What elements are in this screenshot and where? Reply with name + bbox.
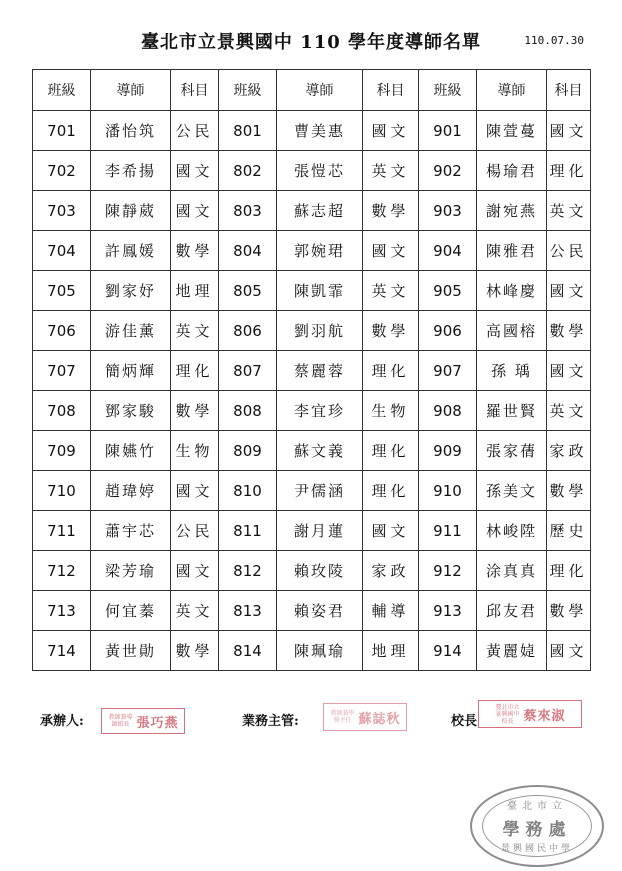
teacher-cell: 劉羽航	[277, 311, 363, 351]
teacher-cell: 趙瑋婷	[91, 471, 171, 511]
handler-label: 承辦人:	[40, 714, 84, 729]
teacher-cell: 潘怡筑	[91, 111, 171, 151]
class-cell: 808	[219, 391, 277, 431]
teacher-cell: 陳凱霏	[277, 271, 363, 311]
subject-cell: 英文	[363, 151, 419, 191]
column-header: 導師	[277, 70, 363, 111]
class-cell: 805	[219, 271, 277, 311]
subject-cell: 生物	[363, 391, 419, 431]
table-row	[33, 271, 591, 311]
class-cell: 710	[33, 471, 91, 511]
column-header: 班級	[33, 70, 91, 111]
class-cell: 809	[219, 431, 277, 471]
column-header: 班級	[219, 70, 277, 111]
class-cell: 811	[219, 511, 277, 551]
subject-cell: 國文	[547, 631, 591, 671]
column-header: 導師	[91, 70, 171, 111]
subject-cell: 國文	[547, 111, 591, 151]
class-cell: 803	[219, 191, 277, 231]
class-cell: 912	[419, 551, 477, 591]
class-cell: 708	[33, 391, 91, 431]
subject-cell: 數學	[363, 191, 419, 231]
subject-cell: 理化	[363, 471, 419, 511]
principal-stamp-title: 臺北市立景興國中校長	[495, 703, 520, 725]
subject-cell: 理化	[547, 151, 591, 191]
subject-cell: 國文	[171, 191, 219, 231]
subject-cell: 地理	[171, 271, 219, 311]
supervisor-stamp-name: 蘇誌秋	[358, 711, 401, 727]
subject-cell: 理化	[363, 351, 419, 391]
class-cell: 807	[219, 351, 277, 391]
table-row	[33, 431, 591, 471]
subject-cell: 輔導	[363, 591, 419, 631]
table-row	[33, 591, 591, 631]
table-row	[33, 511, 591, 551]
subject-cell: 英文	[547, 191, 591, 231]
table-row	[33, 551, 591, 591]
subject-cell: 國文	[363, 511, 419, 551]
teacher-cell: 陳靜葳	[91, 191, 171, 231]
class-cell: 802	[219, 151, 277, 191]
class-cell: 913	[419, 591, 477, 631]
class-cell: 713	[33, 591, 91, 631]
teacher-cell: 林峰慶	[477, 271, 547, 311]
subject-cell: 國文	[171, 551, 219, 591]
class-cell: 703	[33, 191, 91, 231]
subject-cell: 英文	[363, 271, 419, 311]
subject-cell: 英文	[547, 391, 591, 431]
class-cell: 906	[419, 311, 477, 351]
class-cell: 707	[33, 351, 91, 391]
teacher-cell: 賴玫陵	[277, 551, 363, 591]
class-cell: 908	[419, 391, 477, 431]
document-title: 臺北市立景興國中 110 學年度導師名單	[140, 32, 482, 53]
table-row	[33, 631, 591, 671]
class-cell: 902	[419, 151, 477, 191]
column-header: 導師	[477, 70, 547, 111]
teacher-cell: 蘇志超	[277, 191, 363, 231]
office-seal-top: 臺北市立	[507, 801, 567, 812]
teacher-cell: 張家蒨	[477, 431, 547, 471]
class-cell: 903	[419, 191, 477, 231]
class-cell: 910	[419, 471, 477, 511]
subject-cell: 公民	[547, 231, 591, 271]
class-cell: 711	[33, 511, 91, 551]
handler-stamp-name: 張巧燕	[136, 715, 179, 731]
subject-cell: 國文	[363, 231, 419, 271]
subject-cell: 英文	[171, 591, 219, 631]
class-cell: 706	[33, 311, 91, 351]
teacher-cell: 陳雅君	[477, 231, 547, 271]
table-row	[33, 351, 591, 391]
teacher-cell: 何宜蓁	[91, 591, 171, 631]
teacher-cell: 羅世賢	[477, 391, 547, 431]
subject-cell: 地理	[363, 631, 419, 671]
class-cell: 911	[419, 511, 477, 551]
class-cell: 714	[33, 631, 91, 671]
column-header: 科目	[363, 70, 419, 111]
class-cell: 702	[33, 151, 91, 191]
teacher-cell: 孫美文	[477, 471, 547, 511]
teacher-cell: 郭婉珺	[277, 231, 363, 271]
teacher-cell: 李宜珍	[277, 391, 363, 431]
subject-cell: 國文	[547, 351, 591, 391]
class-cell: 813	[219, 591, 277, 631]
subject-cell: 國文	[171, 151, 219, 191]
subject-cell: 國文	[171, 471, 219, 511]
subject-cell: 數學	[171, 391, 219, 431]
office-seal	[470, 785, 604, 867]
table-row	[33, 231, 591, 271]
supervisor-stamp-title: 教師兼學務主任	[330, 710, 355, 724]
teacher-cell: 楊瑜君	[477, 151, 547, 191]
office-seal-center: 學務處	[502, 820, 572, 840]
table-row	[33, 391, 591, 431]
teacher-cell: 尹儒涵	[277, 471, 363, 511]
subject-cell: 數學	[547, 311, 591, 351]
subject-cell: 家政	[547, 431, 591, 471]
teacher-cell: 謝月蓮	[277, 511, 363, 551]
table-row	[33, 151, 591, 191]
handler-stamp-title: 教師兼導師組長	[108, 714, 133, 728]
teacher-cell: 陳萱蔓	[477, 111, 547, 151]
class-cell: 709	[33, 431, 91, 471]
class-cell: 909	[419, 431, 477, 471]
subject-cell: 數學	[547, 591, 591, 631]
supervisor-stamp	[323, 703, 407, 731]
teacher-cell: 許鳳媛	[91, 231, 171, 271]
teacher-cell: 陳嬿竹	[91, 431, 171, 471]
class-cell: 901	[419, 111, 477, 151]
teacher-cell: 林峻陞	[477, 511, 547, 551]
teacher-cell: 謝宛燕	[477, 191, 547, 231]
column-header: 班級	[419, 70, 477, 111]
class-cell: 812	[219, 551, 277, 591]
subject-cell: 生物	[171, 431, 219, 471]
teacher-cell: 蘇文義	[277, 431, 363, 471]
subject-cell: 數學	[171, 631, 219, 671]
class-cell: 914	[419, 631, 477, 671]
principal-stamp	[478, 700, 582, 728]
subject-cell: 理化	[547, 551, 591, 591]
teacher-roster-table	[32, 69, 591, 671]
subject-cell: 理化	[363, 431, 419, 471]
subject-cell: 英文	[171, 311, 219, 351]
subject-cell: 國文	[363, 111, 419, 151]
table-header-row	[33, 70, 591, 111]
class-cell: 905	[419, 271, 477, 311]
class-cell: 904	[419, 231, 477, 271]
class-cell: 810	[219, 471, 277, 511]
class-cell: 705	[33, 271, 91, 311]
teacher-cell: 游佳薰	[91, 311, 171, 351]
principal-label: 校長	[451, 714, 478, 729]
teacher-cell: 賴姿君	[277, 591, 363, 631]
teacher-cell: 孫 瑀	[477, 351, 547, 391]
teacher-cell: 梁芳瑜	[91, 551, 171, 591]
subject-cell: 公民	[171, 111, 219, 151]
principal-stamp-name: 蔡來淑	[523, 708, 566, 724]
teacher-cell: 高國榕	[477, 311, 547, 351]
class-cell: 701	[33, 111, 91, 151]
teacher-cell: 蕭宇芯	[91, 511, 171, 551]
supervisor-label: 業務主管:	[242, 714, 299, 729]
table-body	[33, 111, 591, 671]
teacher-cell: 陳珮瑜	[277, 631, 363, 671]
table-row	[33, 471, 591, 511]
subject-cell: 數學	[171, 231, 219, 271]
column-header: 科目	[547, 70, 591, 111]
teacher-cell: 黃麗媫	[477, 631, 547, 671]
class-cell: 712	[33, 551, 91, 591]
subject-cell: 理化	[171, 351, 219, 391]
teacher-cell: 黃世勛	[91, 631, 171, 671]
class-cell: 801	[219, 111, 277, 151]
office-seal-bottom: 景興國民中學	[500, 844, 573, 854]
handler-stamp	[101, 708, 185, 734]
subject-cell: 數學	[547, 471, 591, 511]
teacher-cell: 李希揚	[91, 151, 171, 191]
table-row	[33, 111, 591, 151]
teacher-cell: 簡炳輝	[91, 351, 171, 391]
teacher-cell: 邱友君	[477, 591, 547, 631]
subject-cell: 公民	[171, 511, 219, 551]
column-header: 科目	[171, 70, 219, 111]
table-row	[33, 311, 591, 351]
subject-cell: 國文	[547, 271, 591, 311]
document-date: 110.07.30	[524, 34, 584, 47]
teacher-cell: 涂真真	[477, 551, 547, 591]
teacher-cell: 張愷芯	[277, 151, 363, 191]
subject-cell: 歷史	[547, 511, 591, 551]
class-cell: 806	[219, 311, 277, 351]
teacher-cell: 蔡麗蓉	[277, 351, 363, 391]
table-row	[33, 191, 591, 231]
teacher-cell: 劉家妤	[91, 271, 171, 311]
class-cell: 814	[219, 631, 277, 671]
teacher-cell: 鄧家駿	[91, 391, 171, 431]
class-cell: 804	[219, 231, 277, 271]
subject-cell: 數學	[363, 311, 419, 351]
teacher-cell: 曹美惠	[277, 111, 363, 151]
class-cell: 704	[33, 231, 91, 271]
class-cell: 907	[419, 351, 477, 391]
subject-cell: 家政	[363, 551, 419, 591]
